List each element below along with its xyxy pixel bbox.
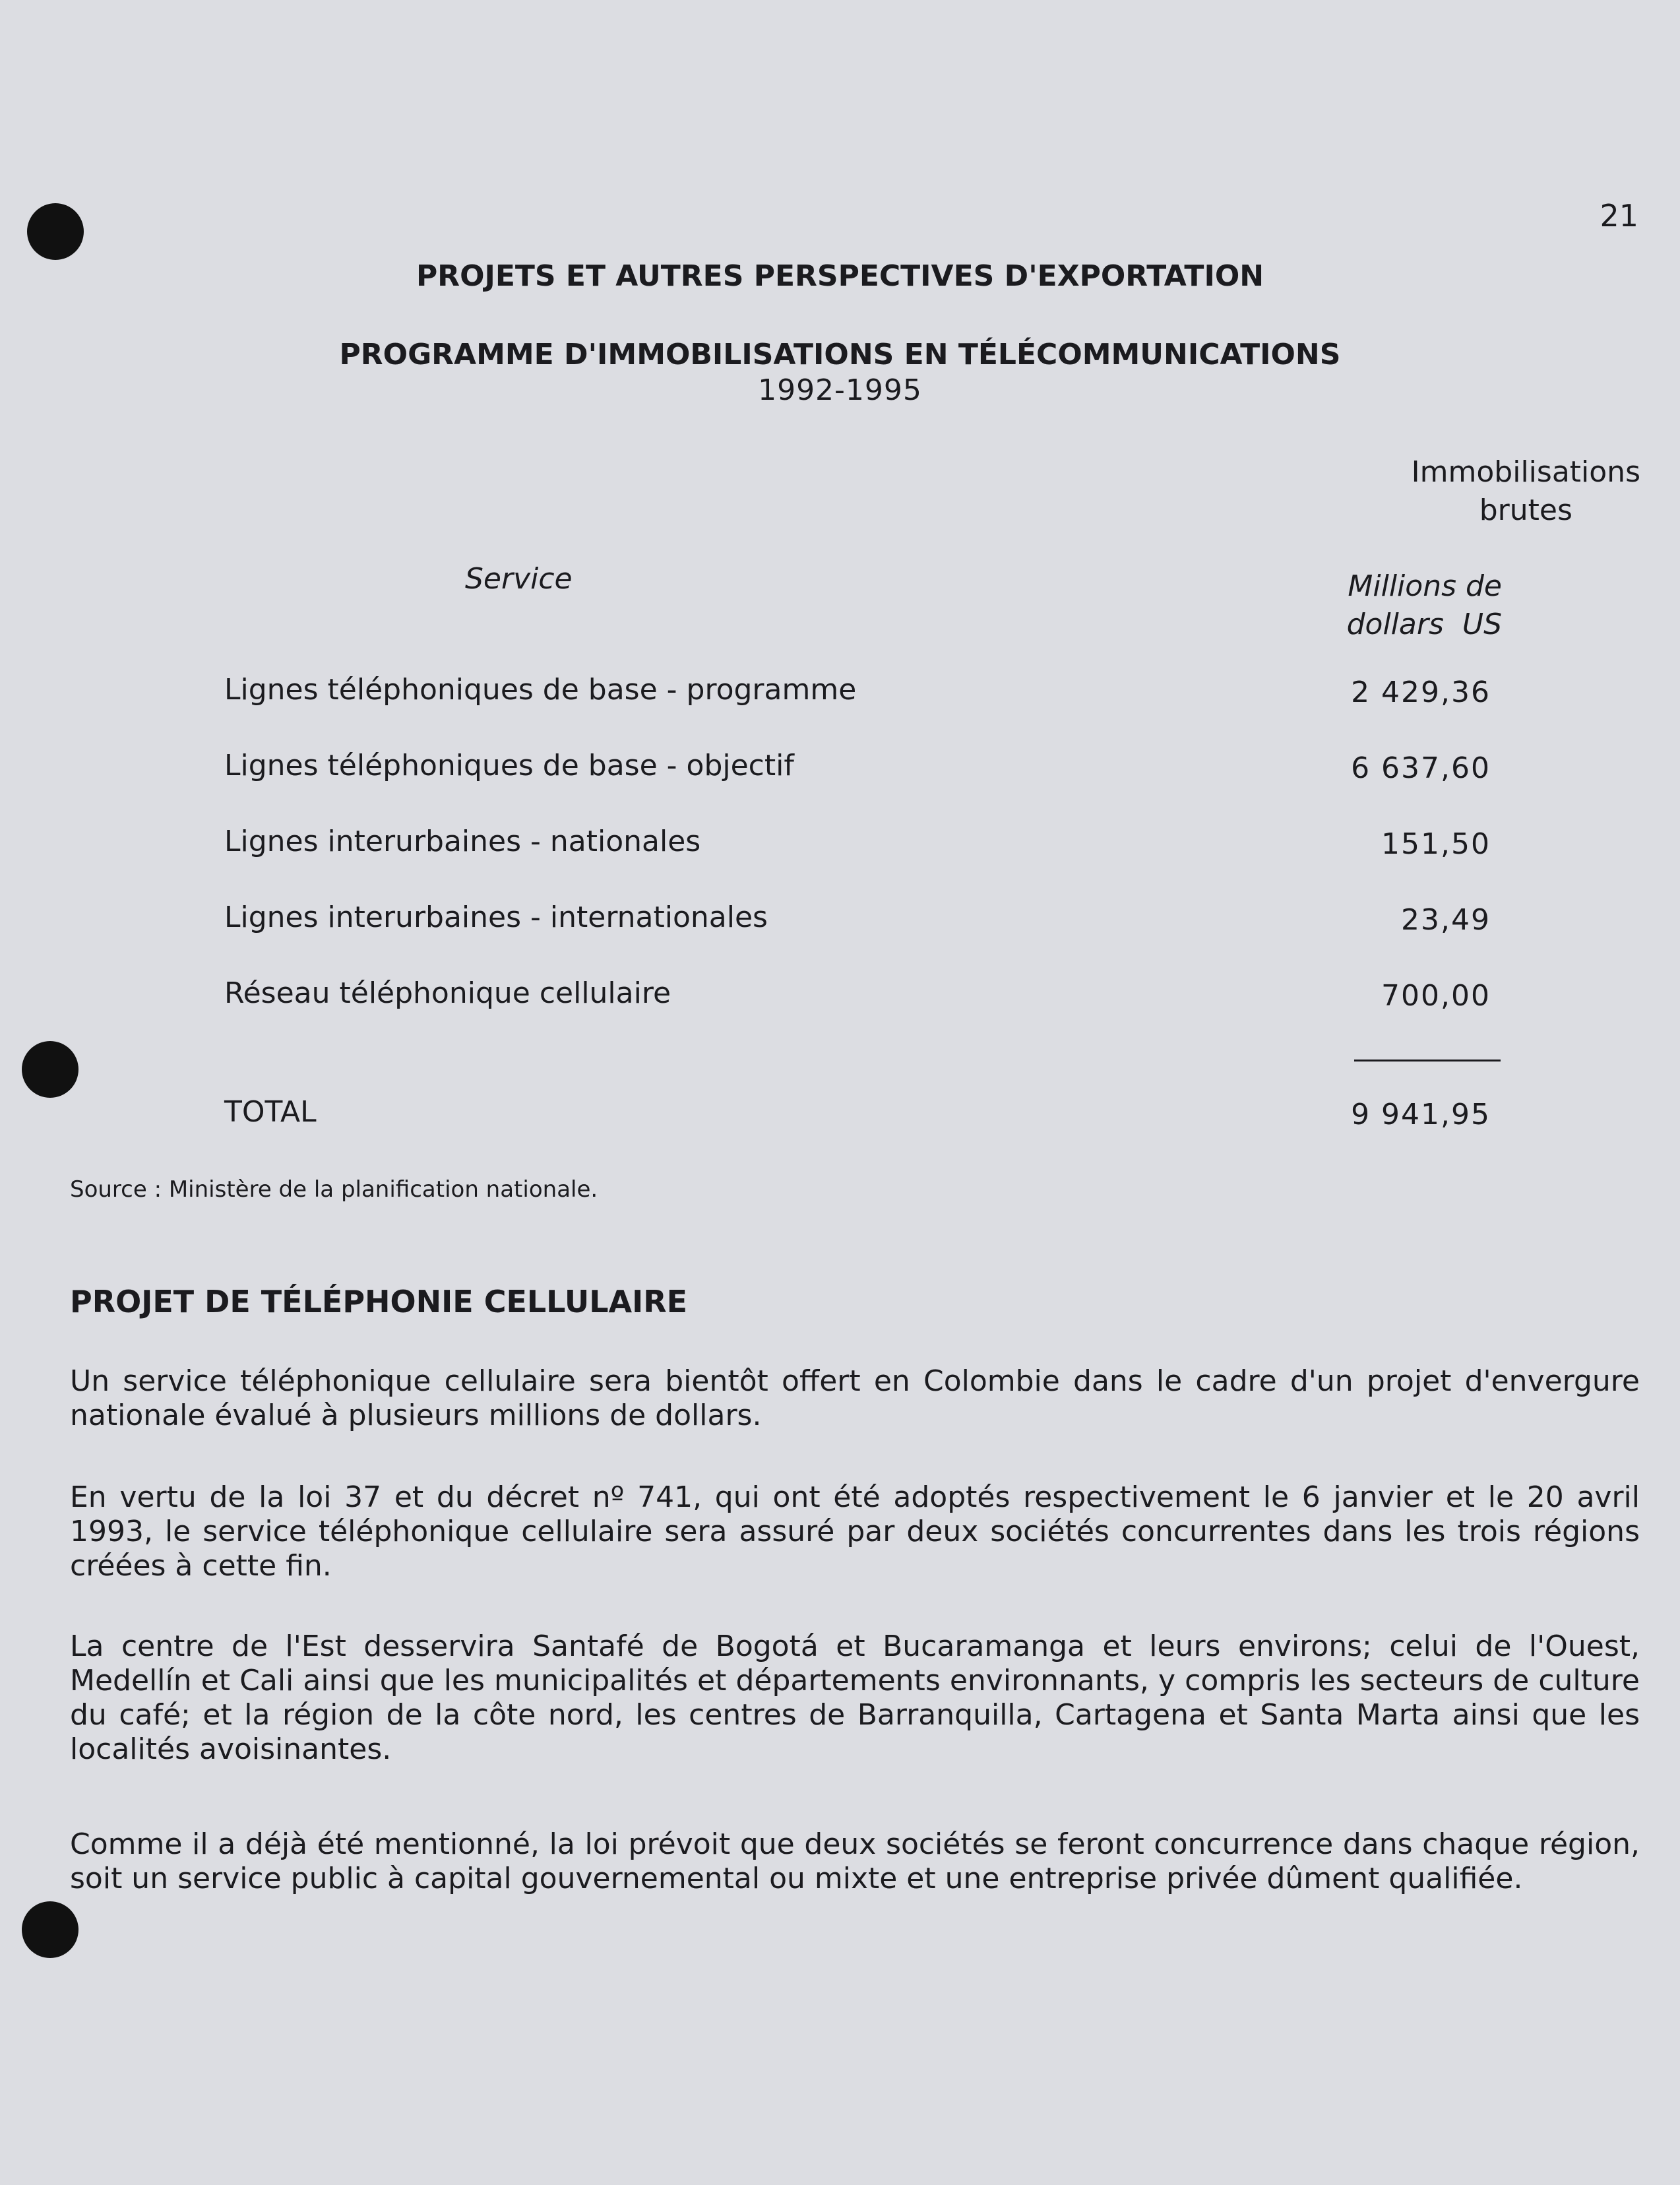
unit-header-line2: dollars US [1346,608,1502,641]
paragraph: Comme il a déjà été mentionné, la loi prévoit que deux sociétés se feront concurrence dans chaque région, soit un service public à capital gouvernemental ou mixte et une entreprise privée dûment qualifiée. [70,1827,1640,1895]
table-row [224,976,1491,1052]
total-label: TOTAL [224,1095,317,1129]
row-value: 23,49 [1401,903,1491,937]
service-column-header: Service [465,562,573,596]
page-title: PROJETS ET AUTRES PERSPECTIVES D'EXPORTATION [416,259,1264,293]
total-value: 9 941,95 [1351,1098,1491,1131]
binder-hole-top [27,203,84,260]
table-row [224,825,1491,901]
unit-header-line1: Millions de [1348,569,1502,603]
binder-hole-bottom [22,1901,78,1958]
row-label: Lignes interurbaines - internationales [224,901,768,934]
binder-hole-middle [22,1041,78,1098]
paragraph: En vertu de la loi 37 et du décret nº 741, qui ont été adoptés respectivement le 6 janvier et le 20 avril 1993, le service téléphonique cellulaire sera assuré par deux sociétés concurrentes dans les trois régions créées à cette fin. [70,1480,1640,1583]
table-title: PROGRAMME D'IMMOBILISATIONS EN TÉLÉCOMMUNICATIONS [339,338,1341,371]
table-years: 1992-1995 [758,373,922,407]
paragraph: La centre de l'Est desservira Santafé de Bogotá et Bucaramanga et leurs environs; celui de l'Ouest, Medellín et Cali ainsi que les municipalités et départements environnants, y compris les secteurs de culture du café; et la région de la côte nord, les centres de Barranquilla, Cartagena et Santa Marta ainsi que les localités avoisinantes. [70,1630,1640,1766]
row-value: 6 637,60 [1351,751,1491,785]
row-label: Réseau téléphonique cellulaire [224,976,671,1010]
row-value: 2 429,36 [1351,676,1491,709]
unit-column-header [1347,567,1502,644]
table-source: Source : Ministère de la planification nationale. [70,1176,598,1203]
table-row [224,749,1491,825]
column-header-gross-capital [1412,453,1640,530]
page-number: 21 [1600,198,1638,234]
row-value: 700,00 [1381,979,1491,1013]
row-label: Lignes interurbaines - nationales [224,825,701,858]
table-row [224,901,1491,976]
table-body [224,673,1491,1052]
row-label: Lignes téléphoniques de base - programme [224,673,857,707]
paragraph: Un service téléphonique cellulaire sera bientôt offert en Colombie dans le cadre d'un projet d'envergure nationale évalué à plusieurs millions de dollars. [70,1364,1640,1432]
table-row [224,673,1491,749]
column-header-line2: brutes [1479,493,1572,527]
row-value: 151,50 [1381,827,1491,861]
section-heading: PROJET DE TÉLÉPHONIE CELLULAIRE [70,1284,688,1319]
column-header-line1: Immobilisations [1411,455,1640,489]
row-label: Lignes téléphoniques de base - objectif [224,749,794,782]
total-divider [1354,1060,1501,1061]
